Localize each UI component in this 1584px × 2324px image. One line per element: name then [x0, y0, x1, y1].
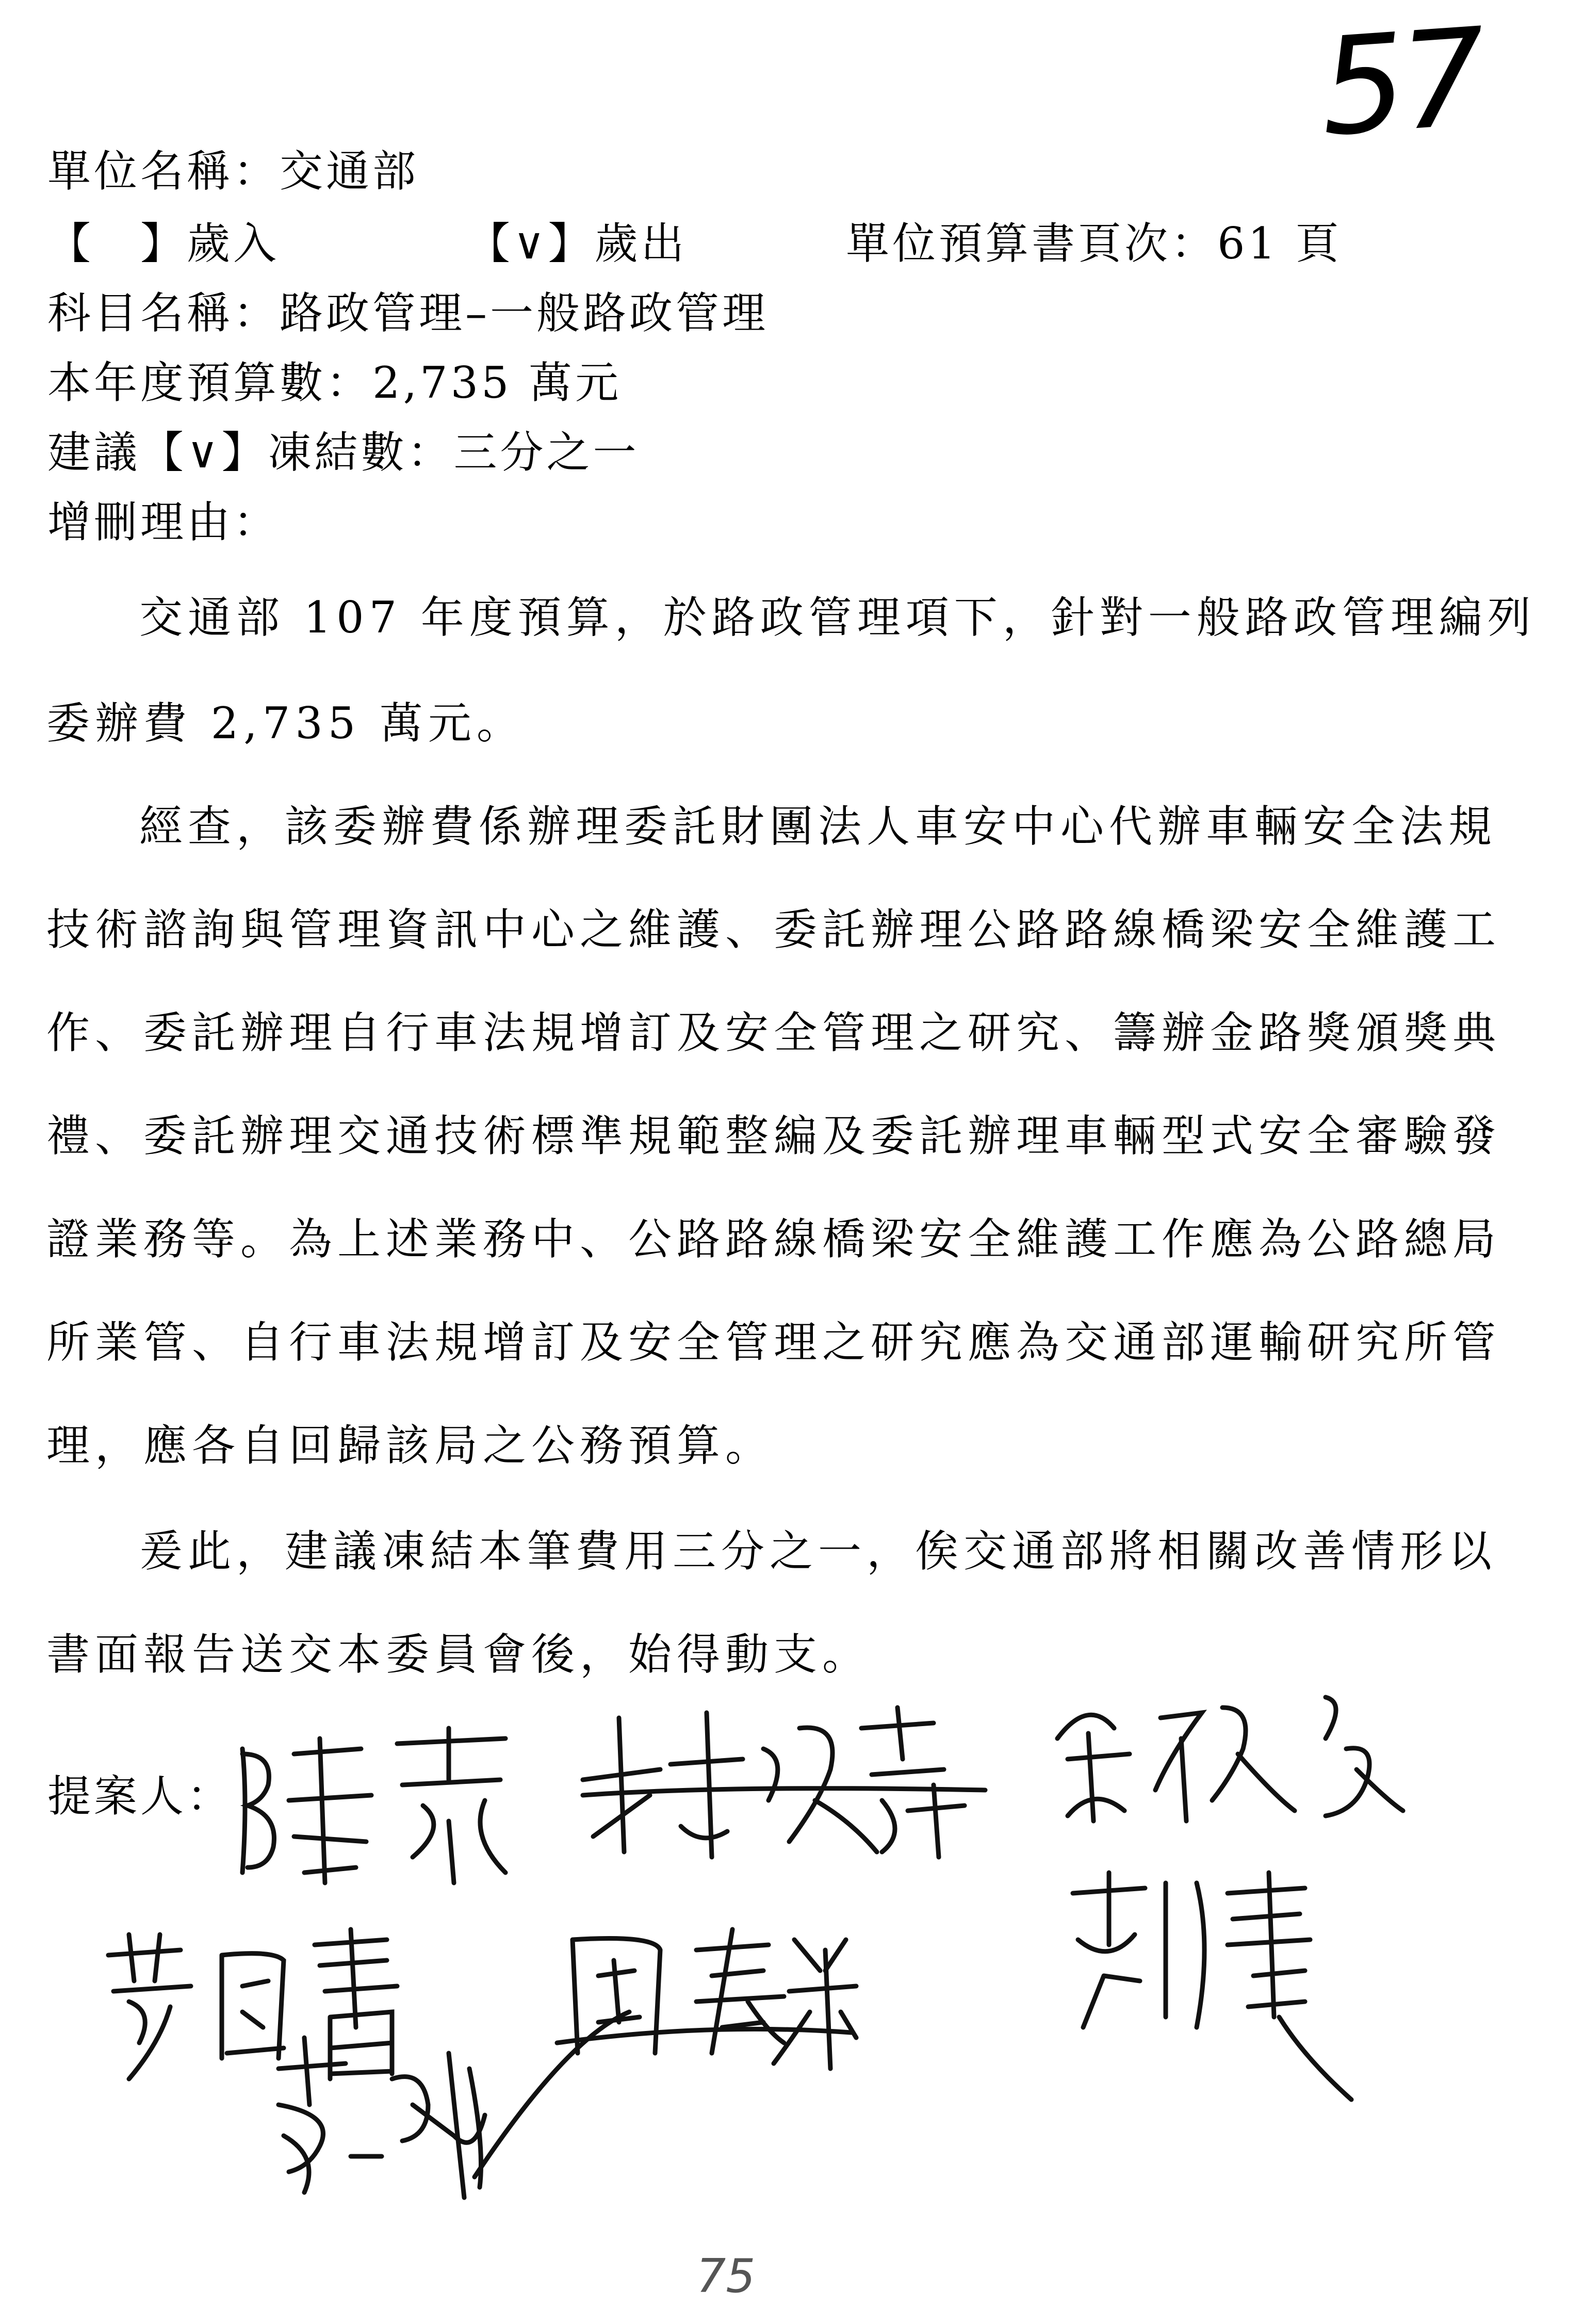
- paragraph-line: 所業管、自行車法規增訂及安全管理之研究應為交通部運輸研究所管: [46, 1317, 1501, 1368]
- revenue-checkbox: 【 】歲入: [47, 218, 280, 269]
- paragraph-line: 作、委託辦理自行車法規增訂及安全管理之研究、籌辦金路獎頒獎典: [46, 1007, 1501, 1058]
- paragraph-line: 技術諮詢與管理資訊中心之維護、委託辦理公路路線橋梁安全維護工: [46, 904, 1501, 955]
- paragraph-line: 爰此，建議凍結本筆費用三分之一，俟交通部將相關改善情形以: [139, 1526, 1497, 1577]
- subject-name: 科目名稱：路政管理–一般路政管理: [47, 288, 769, 338]
- signature-7: [258, 2002, 629, 2203]
- budget-amount: 本年度預算數：2,735 萬元: [47, 357, 622, 408]
- handwritten-footer-number: 75: [696, 2249, 756, 2303]
- handwritten-page-number: 57: [1315, 0, 1486, 167]
- paragraph-line: 理，應各自回歸該局之公務預算。: [46, 1420, 774, 1471]
- unit-name: 單位名稱：交通部: [47, 146, 419, 197]
- paragraph-line: 經查，該委辦費係辦理委託財團法人車安中心代辦車輛安全法規: [139, 801, 1497, 852]
- paragraph-line: 證業務等。為上述業務中、公路路線橋梁安全維護工作應為公路總局: [46, 1214, 1501, 1264]
- freeze-amount: 建議【∨】凍結數：三分之一: [47, 427, 640, 478]
- signature-6: [1063, 1862, 1372, 2110]
- paragraph-line: 委辦費 2,735 萬元。: [46, 698, 525, 749]
- signature-3: [1037, 1677, 1408, 1831]
- paragraph-line: 書面報告送交本委員會後，始得動支。: [46, 1629, 871, 1680]
- paragraph-line: 交通部 107 年度預算，於路政管理項下，針對一般路政管理編列: [139, 592, 1536, 643]
- signature-2: [573, 1697, 995, 1867]
- expenditure-checkbox: 【∨】歲出: [467, 218, 688, 269]
- proposer-label: 提案人：: [47, 1771, 234, 1822]
- signature-1: [227, 1718, 526, 1888]
- reason-label: 增刪理由：: [47, 497, 280, 547]
- budget-book-page: 單位預算書頁次：61 頁: [846, 218, 1342, 269]
- paragraph-line: 禮、委託辦理交通技術標準規範整編及委託辦理車輛型式安全審驗發: [46, 1111, 1501, 1161]
